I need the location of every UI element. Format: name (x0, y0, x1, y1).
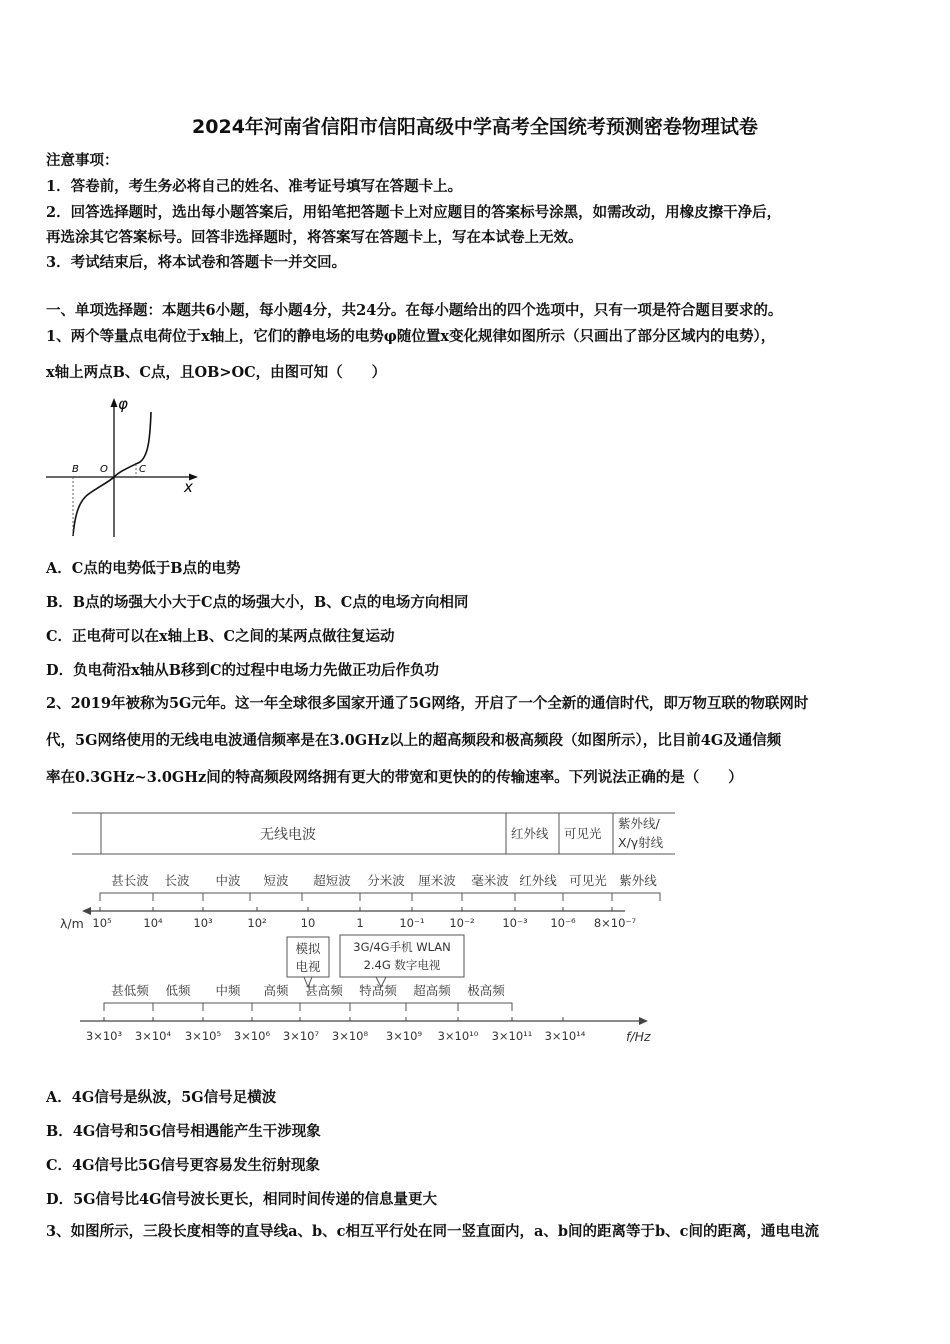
x-axis-label: x (184, 478, 193, 496)
lambda-tick: 10⁻¹ (399, 916, 425, 930)
band-radio: 无线电波 (260, 827, 316, 843)
notice-item: 3．考试结束后，将本试卷和答题卡一并交回。 (46, 254, 347, 271)
freq-tick: 3×10⁴ (134, 1029, 172, 1043)
q1-option-b: B．B点的场强大小大于C点的场强大小，B、C点的电场方向相同 (46, 594, 469, 611)
frequency-tick-labels (86, 1029, 586, 1043)
q2-option-d: D．5G信号比4G信号波长更长，相同时间传递的信息量更大 (46, 1191, 438, 1208)
q2-option-c: C．4G信号比5G信号更容易发生衍射现象 (46, 1157, 320, 1174)
q1-option-a: A．C点的电势低于B点的电势 (46, 560, 241, 577)
freq-tick: 3×10⁵ (184, 1029, 222, 1043)
q1-option-d: D．负电荷沿x轴从B移到C的过程中电场力先做正功后作负功 (46, 662, 440, 679)
freq-band: 中频 (215, 983, 241, 998)
q2-option-b: B．4G信号和5G信号相遇能产生干涉现象 (46, 1123, 321, 1140)
wavelength-axis (82, 907, 625, 915)
potential-graph (44, 392, 204, 542)
lambda-tick: 10² (247, 916, 267, 930)
freq-band: 特高频 (359, 983, 397, 998)
frequency-brace (104, 1003, 512, 1011)
freq-tick: 3×10⁸ (331, 1029, 369, 1043)
lambda-tick: 10⁻⁶ (550, 916, 576, 930)
q1-option-c: C．正电荷可以在x轴上B、C之间的某两点做往复运动 (46, 628, 395, 645)
wave-name: 分米波 (367, 873, 405, 888)
wavelength-tick-labels (92, 916, 636, 930)
y-axis-label: φ (118, 395, 128, 413)
question-2-stem: 2、2019年被称为5G元年。这一年全球很多国家开通了5G网络，开启了一个全新的通信时代，即万物互联的物联网时 (46, 695, 809, 712)
point-c-label: C (139, 464, 146, 475)
wave-name: 甚长波 (111, 873, 149, 888)
question-2-stem: 代，5G网络使用的无线电电波通信频率是在3.0GHz以上的超高频段和极高频段（如图所示），比目前4G及通信频 (46, 732, 782, 749)
analog-tv-label: 电视 (295, 959, 321, 974)
analog-tv-callout (287, 937, 329, 987)
question-3-stem: 3、如图所示，三段长度相等的直导线a、b、c相互平行处在同一竖直面内，a、b间的距离等于b、c间的距离，通电电流 (46, 1223, 819, 1240)
notice-heading: 注意事项： (46, 152, 119, 169)
band-uv: 紫外线/ (618, 816, 660, 831)
mobile-wlan-callout (340, 935, 464, 987)
frequency-axis-label: f/Hz (626, 1029, 651, 1044)
freq-band: 高频 (263, 983, 289, 998)
q2-option-a: A．4G信号是纵波，5G信号足横波 (46, 1089, 277, 1106)
wave-name: 超短波 (313, 873, 351, 888)
lambda-tick: 8×10⁻⁷ (593, 916, 637, 930)
lambda-tick: 10⁵ (92, 916, 112, 930)
wave-name: 短波 (263, 873, 289, 888)
wave-name: 中波 (215, 873, 241, 888)
question-1-stem: 1、两个等量点电荷位于x轴上，它们的静电场的电势φ随位置x变化规律如图所示（只画出了部分区域内的电势）， (46, 328, 776, 345)
wave-name: 毫米波 (471, 873, 509, 888)
lambda-tick: 1 (356, 916, 364, 930)
freq-band: 甚高频 (305, 983, 343, 998)
lambda-tick: 10⁴ (143, 916, 163, 930)
y-axis (111, 398, 118, 537)
notice-item: 1．答卷前，考生务必将自己的姓名、准考证号填写在答题卡上。 (46, 178, 463, 195)
lambda-tick: 10⁻³ (502, 916, 528, 930)
wave-name-labels (111, 873, 657, 888)
band-visible: 可见光 (564, 826, 602, 841)
section-heading: 一、单项选择题：本题共6小题，每小题4分，共24分。在每小题给出的四个选项中，只有一项是符合题目要求的。 (46, 302, 783, 319)
notice-item: 再选涂其它答案标号。回答非选择题时，将答案写在答题卡上，写在本试卷上无效。 (46, 229, 583, 246)
freq-band: 低频 (165, 983, 191, 998)
point-b-label: B (72, 464, 79, 475)
band-xray: X/γ射线 (618, 835, 664, 850)
freq-tick: 3×10¹⁴ (544, 1029, 586, 1043)
wave-name: 红外线 (519, 873, 557, 888)
spectrum-diagram (60, 805, 700, 1055)
wave-name: 可见光 (569, 873, 607, 888)
freq-band: 超高频 (413, 983, 451, 998)
lambda-tick: 10 (300, 916, 316, 930)
notice-item: 2．回答选择题时，选出每小题答案后，用铅笔把答题卡上对应题目的答案标号涂黑，如需改动，用橡皮擦干净后， (46, 204, 782, 221)
point-o-label: O (100, 464, 108, 475)
question-1-stem: x轴上两点B、C点，且OB>OC，由图可知（ ） (46, 364, 387, 381)
mobile-label: 3G/4G手机 WLAN (353, 940, 451, 954)
freq-tick: 3×10³ (85, 1029, 123, 1043)
lambda-tick: 10³ (193, 916, 213, 930)
freq-tick: 3×10⁹ (385, 1029, 423, 1043)
wave-name: 紫外线 (619, 873, 657, 888)
wavelength-axis-label: λ/m (60, 916, 84, 931)
frequency-band-labels (111, 983, 505, 998)
wave-brace (100, 893, 660, 901)
analog-tv-label: 模拟 (295, 941, 321, 956)
freq-tick: 3×10⁷ (282, 1029, 320, 1043)
freq-tick: 3×10⁶ (233, 1029, 271, 1043)
wave-name: 长波 (164, 873, 190, 888)
lambda-tick: 10⁻² (449, 916, 475, 930)
page-title: 2024年河南省信阳市信阳高级中学高考全国统考预测密卷物理试卷 (192, 116, 758, 138)
band-infrared: 红外线 (511, 826, 549, 841)
question-2-stem: 率在0.3GHz~3.0GHz间的特高频段网络拥有更大的带宽和更快的的传输速率。下列说法正确的是（ ） (46, 769, 743, 786)
freq-band: 极高频 (467, 983, 505, 998)
mobile-label: 2.4G 数字电视 (363, 958, 441, 972)
freq-tick: 3×10¹⁰ (437, 1029, 479, 1043)
frequency-axis (80, 1017, 648, 1025)
x-axis (46, 474, 198, 481)
wave-name: 厘米波 (418, 873, 456, 888)
freq-tick: 3×10¹¹ (491, 1029, 533, 1043)
freq-band: 甚低频 (111, 983, 149, 998)
